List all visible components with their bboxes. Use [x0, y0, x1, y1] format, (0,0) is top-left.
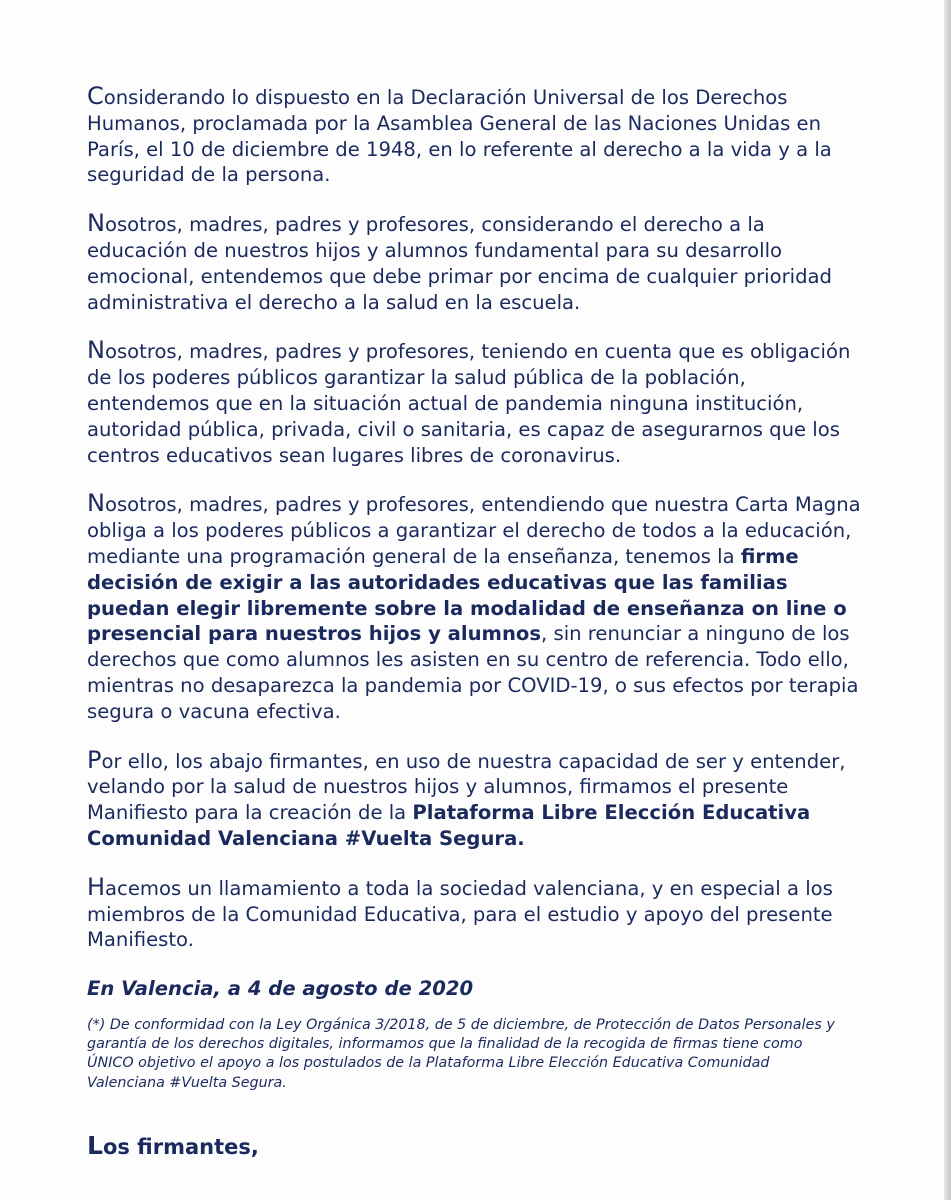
paragraph-initial: P [87, 745, 102, 774]
signers-text: os firmantes, [102, 1134, 259, 1159]
data-protection-footnote: (*) De conformidad con la Ley Orgánica 3/2018, de 5 de diciembre, de Protección de Datos Personales y garantía de los derechos digitales, informamos que la finalidad de la recogida de firmas tiene como ÚNICO objetivo el apoyo a los postulados de la Plataforma Libre Elección Educativa Comunidad Valenciana #Vuelta Segura. [87, 1016, 835, 1091]
paragraph-education-right [87, 211, 867, 315]
paragraph-text: osotros, madres, padres y profesores, teniendo en cuenta que es obligación de los poderes públicos garantizar la salud pública de la población, entendemos que en la situación actual de pandemia ninguna institución, autoridad pública, privada, civil o sanitaria, es capaz de asegurarnos que los centros educativos sean lugares libres de coronavirus. [87, 340, 851, 467]
manifesto-document [87, 84, 867, 1182]
signers-initial: L [87, 1130, 103, 1160]
paragraph-text: osotros, madres, padres y profesores, considerando el derecho a la educación de nuestros hijos y alumnos fundamental para su desarrollo emocional, entendemos que debe primar por encima de cualquier prioridad administrativa el derecho a la salud en la escuela. [87, 213, 832, 314]
page-edge-shadow [944, 0, 951, 1200]
paragraph-decision [87, 491, 867, 724]
paragraph-initial: N [87, 336, 105, 365]
paragraph-text: onsiderando lo dispuesto en la Declaración Universal de los Derechos Humanos, proclamada por la Asamblea General de las Naciones Unidas en París, el 10 de diciembre de 1948, en lo referente al derecho a la vida y a la seguridad de la persona. [87, 86, 832, 187]
paragraph-bold-demand: firme decisión de exigir a las autoridades educativas que las familias puedan elegir libremente sobre la modalidad de enseñanza on line o presencial para nuestros hijos y alumnos [87, 544, 847, 646]
paragraph-text-after: , sin renunciar a ninguno de los derechos que como alumnos les asisten en su centro de referencia. Todo ello, mientras no desaparezca la pandemia por COVID-19, o sus efectos por terapia segura o vacuna efectiva. [87, 622, 859, 723]
paragraph-platform [87, 745, 867, 852]
paragraph-text-before: osotros, madres, padres y profesores, entendiendo que nuestra Carta Magna obliga a los poderes públicos a garantizar el derecho de todos a la educación, mediante una programación general de la enseñanza, tenemos la [87, 493, 861, 568]
paragraph-declaration [87, 84, 867, 188]
paragraph-public-health [87, 338, 867, 468]
date-line: En Valencia, a 4 de agosto de 2020 [87, 977, 474, 1001]
paragraph-initial: N [87, 209, 105, 238]
paragraph-bold-platform-name: Plataforma Libre Elección Educativa Comunidad Valenciana #Vuelta Segura. [87, 801, 811, 850]
paragraph-initial: C [87, 82, 104, 110]
signers-heading [87, 1130, 867, 1161]
paragraph-text-before: or ello, los abajo firmantes, en uso de nuestra capacidad de ser y entender, velando por la salud de nuestros hijos y alumnos, firmamos el presente Manifiesto para la creación de la [87, 749, 846, 825]
paragraph-initial: N [87, 489, 105, 518]
paragraph-call-to-action [87, 872, 867, 953]
paragraph-text: acemos un llamamiento a toda la sociedad valenciana, y en especial a los miembros de la Comunidad Educativa, para el estudio y apoyo del presente Manifiesto. [87, 876, 833, 952]
paragraph-initial: H [87, 872, 106, 901]
